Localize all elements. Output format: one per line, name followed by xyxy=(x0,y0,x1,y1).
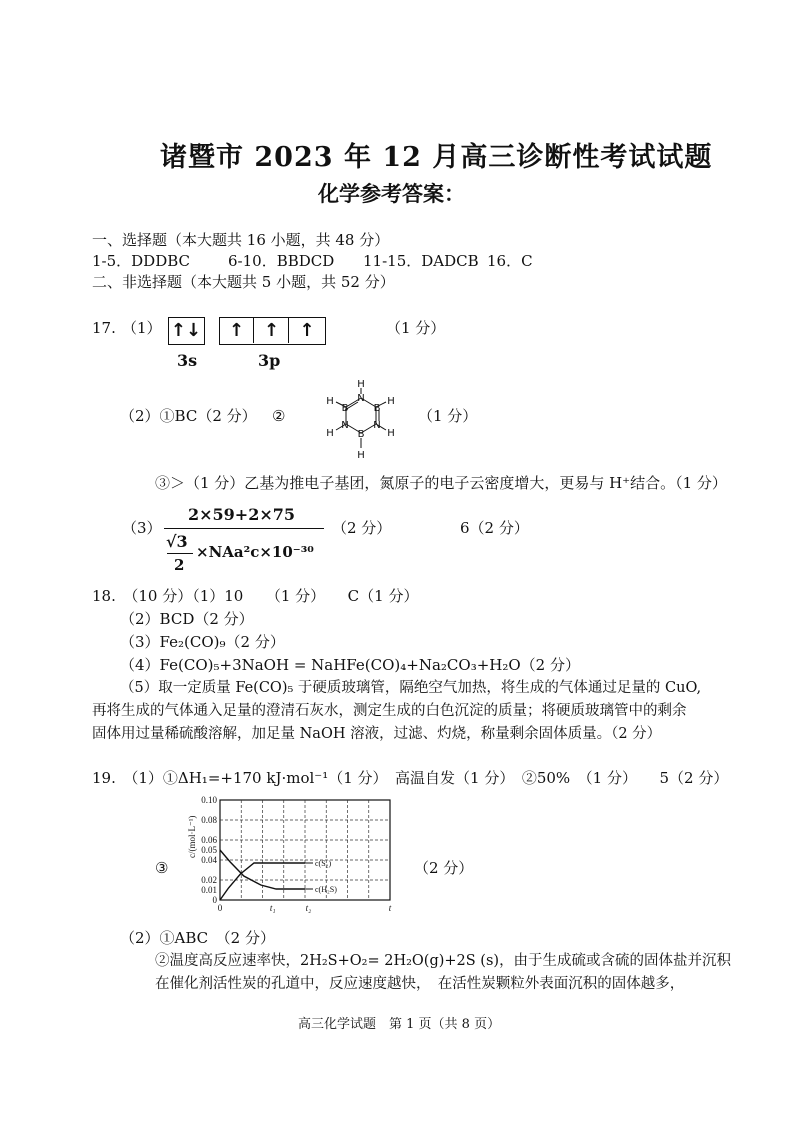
q19-line1: 19. （1）①ΔH₁=+170 kJ·mol⁻¹（1 分） 高温自发（1 分） ②50% （1 分） 5（2 分） xyxy=(92,769,729,787)
atom-n: N xyxy=(373,420,381,431)
atom-b: B xyxy=(341,403,349,414)
atom-b: B xyxy=(357,429,365,440)
formula-denominator-rest: ×NAa²c×10⁻³⁰ xyxy=(196,543,314,561)
y-tick-label: 0.10 xyxy=(201,795,217,805)
atom-n: N xyxy=(341,420,349,431)
q18-line5: （5）取一定质量 Fe(CO)₅ 于硬质玻璃管，隔绝空气加热，将生成的气体通过足量的 CuO, xyxy=(120,680,702,696)
orbital-3p-box xyxy=(219,317,326,345)
q17-part1-score: （1 分） xyxy=(386,319,446,337)
series-label: c(H₂S) xyxy=(315,885,337,894)
atom-h: H xyxy=(326,428,334,439)
q17-part3-answer2: 6（2 分） xyxy=(460,519,529,537)
y-tick-label: 0.08 xyxy=(201,815,217,825)
atom-b: B xyxy=(373,403,381,414)
orbital-3p-cell: ↑ xyxy=(255,318,289,343)
x-tick-label: t₁ xyxy=(269,903,276,913)
orbital-3p-label: 3p xyxy=(258,351,281,370)
y-tick-label: 0.05 xyxy=(201,845,217,855)
q19-chart-score: （2 分） xyxy=(414,859,474,877)
orbital-3p-cell: ↑ xyxy=(299,320,315,341)
page-title: 诸暨市 2023 年 12 月高三诊断性考试试题 xyxy=(160,142,713,173)
y-tick-label: 0 xyxy=(212,895,217,905)
orbital-3s-box xyxy=(168,317,205,345)
x-tick-label: 0 xyxy=(217,903,223,913)
atom-n: N xyxy=(357,393,365,404)
q19-part2-line2: ②温度高反应速率快，2H₂S+O₂= 2H₂O(g)+2S (s)，由于生成硫或含硫的固体盐并沉积 xyxy=(155,953,732,969)
inner-fraction-bar xyxy=(167,553,193,554)
page-subtitle: 化学参考答案： xyxy=(318,181,465,206)
atom-h: H xyxy=(387,396,395,407)
q18-line6: 再将生成的气体通入足量的澄清石灰水，测定生成的白色沉淀的质量；将硬质玻璃管中的剩余 xyxy=(92,703,687,719)
page-footer: 高三化学试题 第 1 页（共 8 页） xyxy=(298,1017,501,1032)
orbital-3s-label: 3s xyxy=(177,351,198,370)
q19-part2-line3: 在催化剂活性炭的孔道中，反应速度越快， 在活性炭颗粒外表面沉积的固体越多， xyxy=(155,976,685,992)
y-tick-label: 0.06 xyxy=(201,835,217,845)
part2-heading: 二、非选择题（本大题共 5 小题，共 52 分） xyxy=(92,273,395,291)
q18-line1: 18. （10 分）（1）10 （1 分） C（1 分） xyxy=(92,587,419,605)
q17-part2-answer: （2）①BC（2 分） xyxy=(120,407,257,425)
atom-h: H xyxy=(326,396,334,407)
q17-part3-score: （2 分） xyxy=(332,519,392,537)
q18-line3: （3）Fe₂(CO)₉（2 分） xyxy=(120,633,285,651)
q17-part3-label: （3） xyxy=(122,519,162,537)
q17-part1-label: （1） xyxy=(122,319,162,337)
y-tick-label: 0.01 xyxy=(201,885,217,895)
q18-line2: （2）BCD（2 分） xyxy=(120,610,254,628)
q17-part2-circle2: ② xyxy=(272,407,286,425)
borazine-structure-diagram xyxy=(318,380,408,462)
formula-numerator: 2×59+2×75 xyxy=(188,505,296,524)
q17-number: 17. xyxy=(92,319,116,337)
answer-1-5: 1-5．DDDBC xyxy=(92,252,191,270)
q19-circle3: ③ xyxy=(155,859,169,877)
atom-h: H xyxy=(387,428,395,439)
answer-16: 16．C xyxy=(487,252,533,270)
chart-y-axis-label: c/(mol·L⁻¹) xyxy=(187,815,197,858)
concentration-time-chart xyxy=(185,790,410,920)
formula-sqrt3: √3 xyxy=(166,532,188,551)
q18-line7: 固体用过量稀硫酸溶解，加足量 NaOH 溶液，过滤、灼烧，称量剩余固体质量。（2 分） xyxy=(92,726,662,742)
atom-h: H xyxy=(357,380,365,390)
q19-part2-line1: （2）①ABC （2 分） xyxy=(120,929,275,947)
q17-part2-score: （1 分） xyxy=(418,407,478,425)
x-tick-label: t xyxy=(388,903,392,913)
fraction-bar xyxy=(164,528,324,529)
orbital-3s-cell: ↑↓ xyxy=(170,320,202,341)
x-tick-label: t₂ xyxy=(305,903,312,913)
formula-two: 2 xyxy=(174,556,185,574)
part1-heading: 一、选择题（本大题共 16 小题，共 48 分） xyxy=(92,231,390,249)
y-tick-label: 0.04 xyxy=(201,855,217,865)
answer-11-15: 11-15．DADCB xyxy=(363,252,479,270)
q17-part2-circle3-answer: ③＞（1 分）乙基为推电子基团，氮原子的电子云密度增大，更易与 H⁺结合。（1 分） xyxy=(155,474,727,492)
atom-h: H xyxy=(357,450,365,461)
series-label: c(S₂) xyxy=(315,859,332,868)
y-tick-label: 0.02 xyxy=(201,875,217,885)
answer-6-10: 6-10．BBDCD xyxy=(228,252,335,270)
q18-line4: （4）Fe(CO)₅+3NaOH = NaHFe(CO)₄+Na₂CO₃+H₂O（2 分） xyxy=(120,656,580,674)
orbital-3p-cell: ↑ xyxy=(220,318,254,343)
